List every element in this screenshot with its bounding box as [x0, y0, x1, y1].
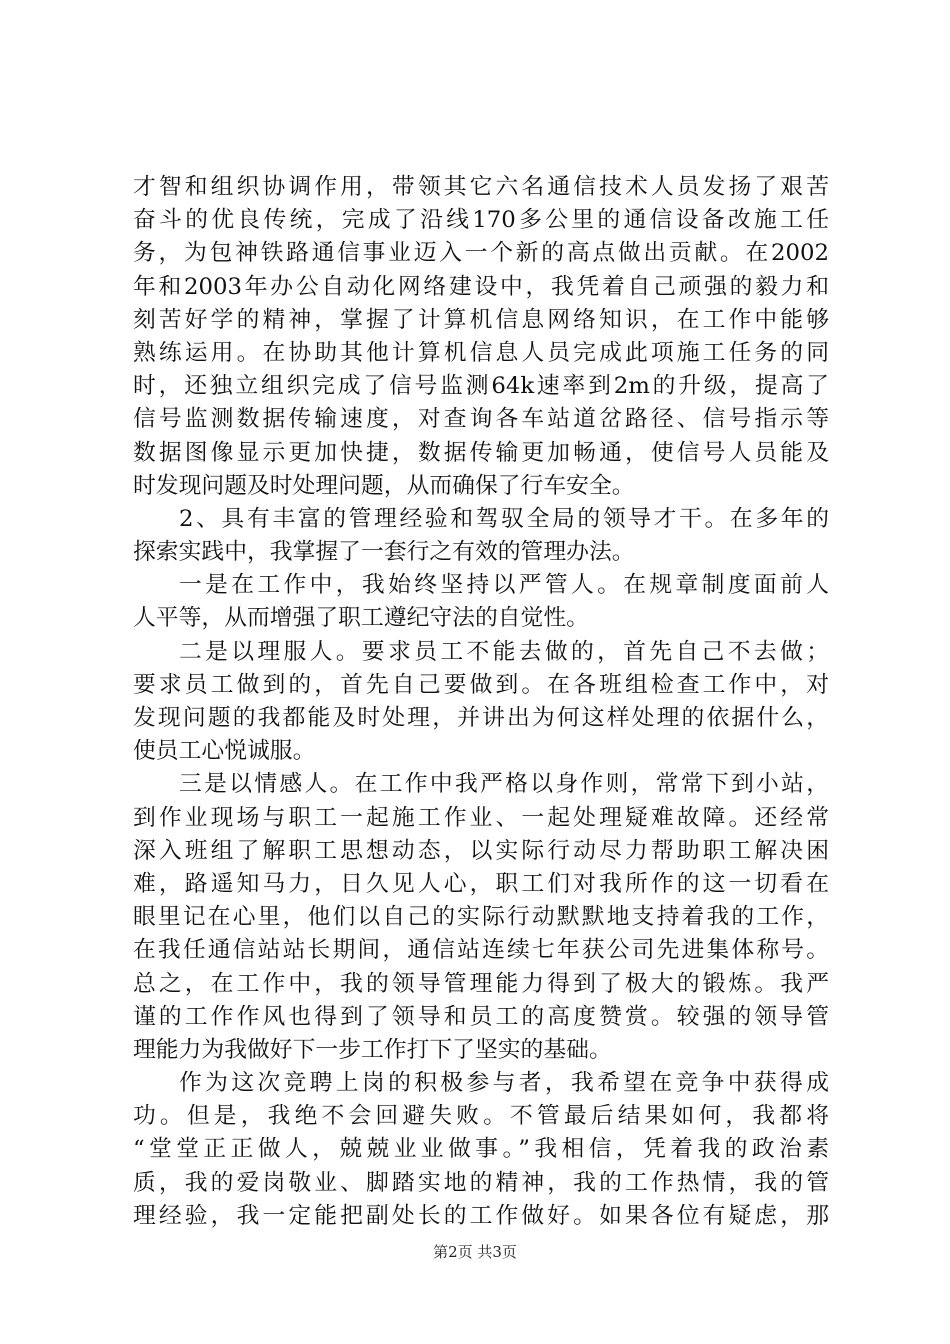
text-line: 2、具有丰富的管理经验和驾驭全局的领导才干。在多年的: [179, 505, 829, 532]
text-line: 奋斗的优良传统，完成了沿线170多公里的通信设备改施工任: [133, 207, 829, 234]
text-line: 要求员工做到的，首先自己要做到。在各班组检查工作中，对: [133, 671, 829, 698]
text-line: 年和2003年办公自动化网络建设中，我凭着自己顽强的毅力和: [133, 273, 829, 300]
text-line: 深入班组了解职工思想动态，以实际行动尽力帮助职工解决困: [133, 837, 829, 864]
page-number-footer: 第2页 共3页: [433, 1243, 517, 1261]
text-line: 时发现问题及时处理问题，从而确保了行车安全。: [133, 472, 635, 499]
text-line: “堂堂正正做人，兢兢业业做事。”我相信，凭着我的政治素: [133, 1136, 829, 1163]
text-line: 数据图像显示更加快捷，数据传输更加畅通，使信号人员能及: [133, 439, 829, 466]
text-line: 眼里记在心里，他们以自己的实际行动默默地支持着我的工作，: [133, 904, 829, 931]
text-line: 使员工心悦诚服。: [133, 738, 316, 765]
text-line: 总之，在工作中，我的领导管理能力得到了极大的锻炼。我严: [133, 970, 829, 997]
text-line: 难，路遥知马力，日久见人心，职工们对我所作的这一切看在: [133, 870, 829, 897]
text-line: 二是以理服人。要求员工不能去做的，首先自己不去做；: [179, 638, 829, 665]
text-line: 发现问题的我都能及时处理，并讲出为何这样处理的依据什么，: [133, 705, 829, 731]
text-line: 人平等，从而增强了职工遵纪守法的自觉性。: [133, 605, 589, 632]
text-line: 才智和组织协调作用，带领其它六名通信技术人员发扬了艰苦: [133, 174, 829, 200]
text-line: 到作业现场与职工一起施工作业、一起处理疑难故障。还经常: [133, 804, 829, 831]
document-body: [133, 171, 829, 1233]
text-line: 务，为包神铁路通信事业迈入一个新的高点做出贡献。在2002: [133, 240, 829, 267]
text-line: 一是在工作中，我始终坚持以严管人。在规章制度面前人: [179, 572, 829, 599]
text-line: 理经验，我一定能把副处长的工作做好。如果各位有疑虑，那: [133, 1202, 829, 1229]
text-line: 质，我的爱岗敬业、脚踏实地的精神，我的工作热情，我的管: [133, 1169, 829, 1196]
text-line: 谨的工作作风也得到了领导和员工的高度赞赏。较强的领导管: [133, 1003, 829, 1030]
text-line: 探索实践中，我掌握了一套行之有效的管理办法。: [133, 539, 635, 566]
text-line: 信号监测数据传输速度，对查询各车站道岔路径、信号指示等: [133, 406, 829, 433]
text-line: 理能力为我做好下一步工作打下了坚实的基础。: [133, 1036, 612, 1063]
text-line: 功。但是，我绝不会回避失败。不管最后结果如何，我都将: [133, 1103, 829, 1130]
text-line: 时，还独立组织完成了信号监测64k速率到2m的升级，提高了: [133, 373, 829, 400]
text-line: 在我任通信站站长期间，通信站连续七年获公司先进集体称号。: [133, 937, 829, 964]
text-line: 作为这次竞聘上岗的积极参与者，我希望在竞争中获得成: [179, 1070, 829, 1097]
text-line: 三是以情感人。在工作中我严格以身作则，常常下到小站，: [179, 771, 829, 798]
text-line: 刻苦好学的精神，掌握了计算机信息网络知识，在工作中能够: [133, 306, 829, 333]
text-line: 熟练运用。在协助其他计算机信息人员完成此项施工任务的同: [133, 339, 829, 366]
